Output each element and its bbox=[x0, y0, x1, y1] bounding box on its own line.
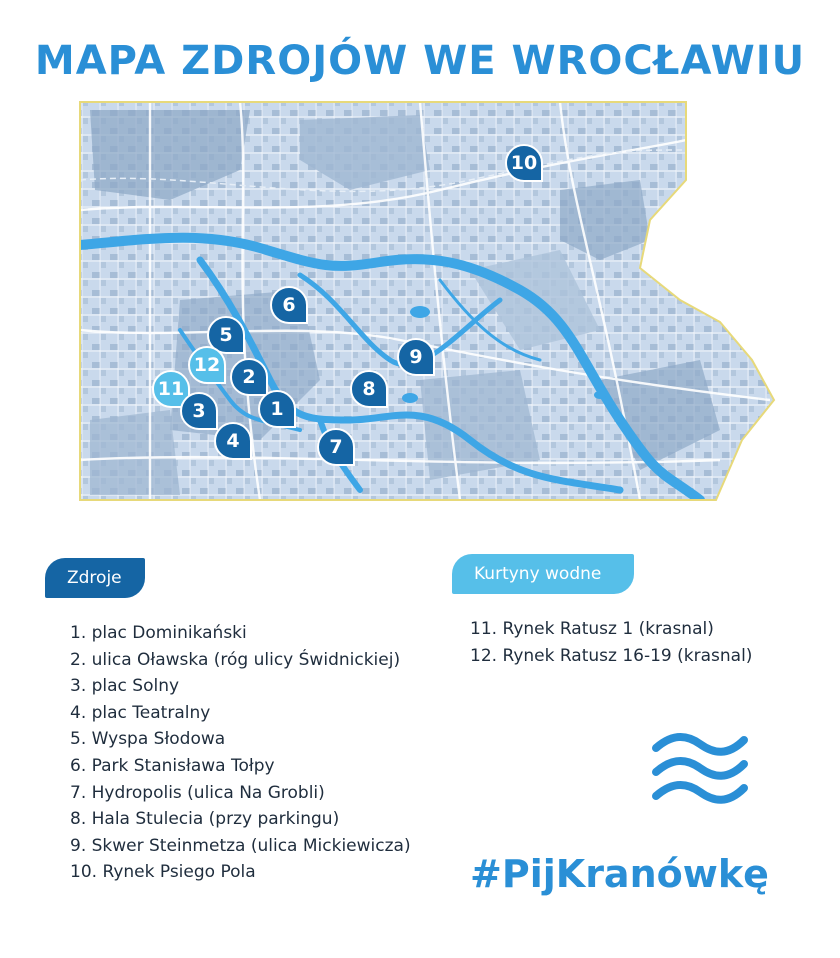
curtains-heading: Kurtyny wodne bbox=[452, 554, 634, 594]
list-item: 8. Hala Stulecia (przy parkingu) bbox=[70, 809, 340, 830]
marker-7[interactable]: 7 bbox=[317, 428, 355, 466]
hashtag: #PijKranówkę bbox=[470, 852, 769, 896]
marker-4[interactable]: 4 bbox=[214, 422, 252, 460]
map-area bbox=[80, 102, 780, 502]
marker-9[interactable]: 9 bbox=[397, 338, 435, 376]
fountains-list bbox=[70, 620, 411, 886]
list-item: 9. Skwer Steinmetza (ulica Mickiewicza) bbox=[70, 835, 411, 856]
list-item: 11. Rynek Ratusz 1 (krasnal) bbox=[470, 619, 714, 639]
curtains-list bbox=[470, 616, 752, 669]
list-item: 1. plac Dominikański bbox=[70, 623, 247, 643]
page-title: MAPA ZDROJÓW WE WROCŁAWIU bbox=[34, 38, 806, 84]
marker-2[interactable]: 2 bbox=[230, 358, 268, 396]
water-waves-icon bbox=[650, 728, 750, 808]
list-item: 4. plac Teatralny bbox=[70, 702, 211, 723]
list-item: 6. Park Stanisława Tołpy bbox=[70, 755, 275, 776]
marker-1[interactable]: 1 bbox=[258, 390, 296, 428]
marker-5[interactable]: 5 bbox=[207, 316, 245, 354]
list-item: 12. Rynek Ratusz 16-19 (krasnal) bbox=[470, 645, 753, 666]
marker-11[interactable]: 11 bbox=[152, 370, 190, 408]
marker-12[interactable]: 12 bbox=[188, 346, 226, 384]
list-item: 2. ulica Oławska (róg ulicy Świdnickiej) bbox=[70, 649, 401, 670]
list-item: 3. plac Solny bbox=[70, 676, 180, 697]
marker-3[interactable]: 3 bbox=[180, 392, 218, 430]
list-item: 5. Wyspa Słodowa bbox=[70, 729, 226, 750]
list-item: 10. Rynek Psiego Pola bbox=[70, 862, 256, 883]
marker-8[interactable]: 8 bbox=[350, 370, 388, 408]
marker-10[interactable]: 10 bbox=[505, 144, 543, 182]
fountains-heading: Zdroje bbox=[45, 558, 145, 598]
marker-6[interactable]: 6 bbox=[270, 286, 308, 324]
list-item: 7. Hydropolis (ulica Na Grobli) bbox=[70, 782, 325, 803]
